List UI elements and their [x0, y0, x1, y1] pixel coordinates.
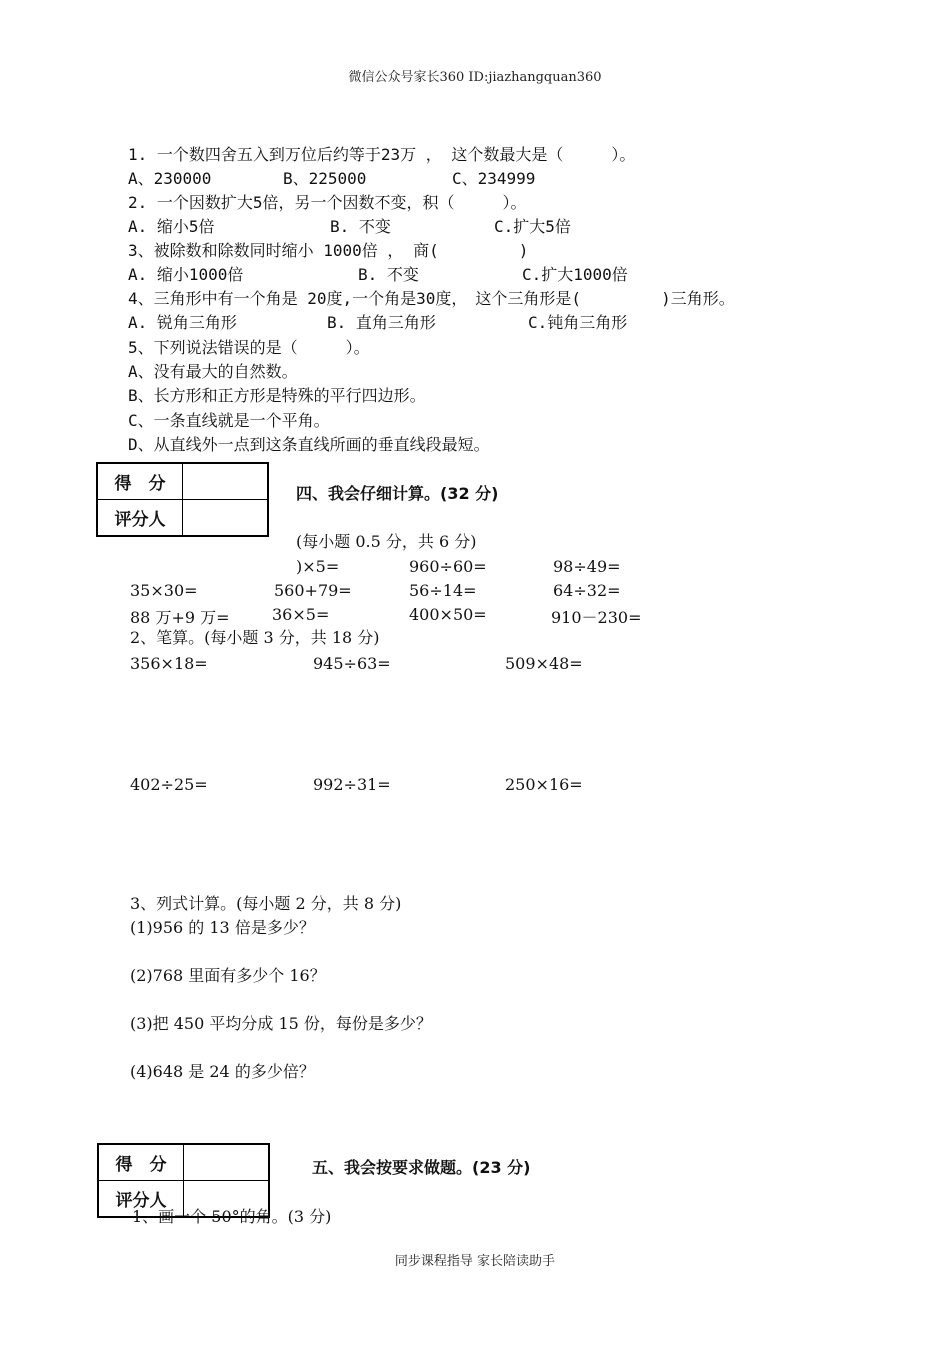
q4-option-b: B. 直角三角形: [327, 313, 436, 332]
question-4: 4、三角形中有一个角是 20度,一个角是30度， 这个三角形是( )三角形。: [128, 289, 735, 308]
section-4-sub3: 3、列式计算。(每小题 2 分，共 8 分): [130, 894, 402, 913]
oral-item: 56÷14=: [409, 581, 477, 600]
q5-option-b: B、长方形和正方形是特殊的平行四边形。: [128, 386, 426, 405]
q2-option-b: B. 不变: [330, 217, 391, 236]
oral-item: 35×30=: [130, 581, 198, 600]
q3-option-a: A. 缩小1000倍: [128, 265, 244, 284]
question-5: 5、下列说法错误的是（ ）。: [128, 338, 370, 357]
oral-item: 560+79=: [274, 581, 352, 600]
scorer-label: 评分人: [98, 1181, 184, 1218]
section-4-sub1: (每小题 0.5 分，共 6 分): [296, 532, 477, 551]
word-problem: (1)956 的 13 倍是多少？: [130, 918, 315, 937]
score-label: 得 分: [97, 463, 183, 500]
page-footer: 同步课程指导 家长陪读助手: [394, 1254, 556, 1269]
oral-item: 88 万+9 万=: [130, 608, 230, 627]
section-4-title: 四、我会仔细计算。(32 分): [296, 484, 499, 503]
q2-option-a: A. 缩小5倍: [128, 217, 215, 236]
question-3: 3、被除数和除数同时缩小 1000倍 ， 商( ): [128, 241, 529, 260]
q3-option-b: B. 不变: [358, 265, 419, 284]
written-item: 509×48=: [505, 654, 583, 673]
oral-item: 960÷60=: [409, 557, 487, 576]
score-cell[interactable]: [184, 1144, 270, 1181]
oral-item: 64÷32=: [553, 581, 621, 600]
score-cell[interactable]: [183, 463, 269, 500]
section-5-question-1: 1、画一个 50°的角。(3 分): [132, 1207, 332, 1226]
scorer-cell[interactable]: [183, 500, 269, 537]
word-problem: (4)648 是 24 的多少倍？: [130, 1062, 315, 1081]
written-item: 945÷63=: [313, 654, 391, 673]
q1-option-b: B、225000: [283, 169, 367, 188]
q3-option-c: C.扩大1000倍: [522, 265, 628, 284]
written-item: 992÷31=: [313, 775, 391, 794]
section-4-sub2: 2、笔算。(每小题 3 分，共 18 分): [130, 628, 380, 647]
word-problem: (3)把 450 平均分成 15 份，每份是多少？: [130, 1014, 432, 1033]
oral-item: 98÷49=: [553, 557, 621, 576]
q4-option-c: C.钝角三角形: [528, 313, 628, 332]
written-item: 356×18=: [130, 654, 208, 673]
oral-item: )×5=: [296, 557, 340, 576]
q5-option-d: D、从直线外一点到这条直线所画的垂直线段最短。: [128, 435, 490, 454]
question-2: 2. 一个因数扩大5倍，另一个因数不变，积（ ）。: [128, 193, 527, 212]
oral-item: 36×5=: [272, 605, 330, 624]
q4-option-a: A. 锐角三角形: [128, 313, 237, 332]
oral-item: 910－230=: [551, 608, 642, 627]
score-label: 得 分: [98, 1144, 184, 1181]
q2-option-c: C.扩大5倍: [494, 217, 571, 236]
q1-option-c: C、234999: [452, 169, 536, 188]
word-problem: (2)768 里面有多少个 16？: [130, 966, 326, 985]
section-5-title: 五、我会按要求做题。(23 分): [312, 1158, 531, 1177]
q5-option-a: A、没有最大的自然数。: [128, 362, 298, 381]
page-header: 微信公众号家长360 ID:jiazhangquan360: [348, 70, 602, 85]
oral-item: 400×50=: [409, 605, 487, 624]
written-item: 402÷25=: [130, 775, 208, 794]
scorer-label: 评分人: [97, 500, 183, 537]
q1-option-a: A、230000: [128, 169, 212, 188]
q5-option-c: C、一条直线就是一个平角。: [128, 411, 330, 430]
score-box: [96, 462, 269, 537]
written-item: 250×16=: [505, 775, 583, 794]
question-1: 1. 一个数四舍五入到万位后约等于23万 ， 这个数最大是（ ）。: [128, 145, 636, 164]
